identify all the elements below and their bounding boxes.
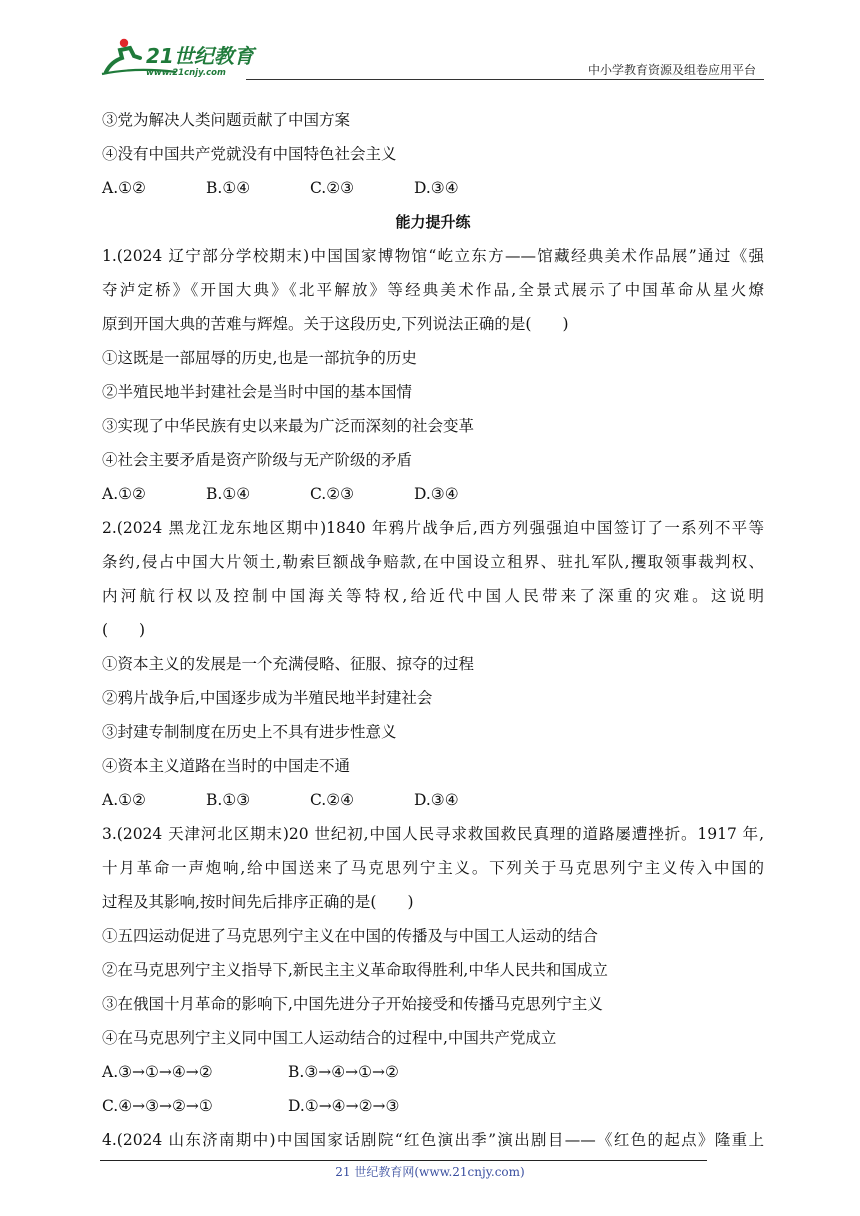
option-a: A.①② <box>102 179 146 197</box>
footer-divider <box>100 1160 707 1161</box>
option-c: C.②④ <box>310 791 355 809</box>
option-c: C.②③ <box>310 179 355 197</box>
option-d: D.③④ <box>414 485 459 503</box>
carry-item: ④没有中国共产党就没有中国特色社会主义 <box>102 145 397 163</box>
logo-url: www.21cnjy.com <box>146 68 226 78</box>
q2-stem-line: ( ) <box>102 621 146 639</box>
q4-stem-line: 4.(2024 山东济南期中)中国国家话剧院“红色演出季”演出剧目——《红色的起点》隆重上 <box>102 1131 764 1149</box>
q3-item: ①五四运动促进了马克思列宁主义在中国的传播及与中国工人运动的结合 <box>102 927 599 945</box>
page-footer: 21 世纪教育网(www.21cnjy.com) <box>335 1165 525 1179</box>
q3-item: ④在马克思列宁主义同中国工人运动结合的过程中,中国共产党成立 <box>102 1029 557 1047</box>
q2-item: ④资本主义道路在当时的中国走不通 <box>102 757 351 775</box>
header-divider <box>246 79 764 80</box>
q3-options-row <box>102 1089 764 1123</box>
option-d: D.③④ <box>414 179 459 197</box>
section-title: 能力提升练 <box>395 213 471 231</box>
q2-stem-line: 内河航行权以及控制中国海关等特权,给近代中国人民带来了深重的灾难。这说明 <box>102 587 764 605</box>
option-a: A.①② <box>102 485 146 503</box>
q3-stem-line: 十月革命一声炮响,给中国送来了马克思列宁主义。下列关于马克思列宁主义传入中国的 <box>102 859 764 877</box>
page-header <box>96 34 764 80</box>
option-a: A.③→①→④→② <box>102 1063 213 1081</box>
q1-item: ①这既是一部屈辱的历史,也是一部抗争的历史 <box>102 349 417 367</box>
q2-item: ③封建专制制度在历史上不具有进步性意义 <box>102 723 397 741</box>
q1-options <box>102 477 764 511</box>
option-c: C.④→③→②→① <box>102 1097 213 1115</box>
q1-item: ④社会主要矛盾是资产阶级与无产阶级的矛盾 <box>102 451 413 469</box>
document-body <box>102 103 764 1157</box>
logo-text: 21世纪教育 <box>146 44 254 68</box>
q3-options-row <box>102 1055 764 1089</box>
q1-item: ③实现了中华民族有史以来最为广泛而深刻的社会变革 <box>102 417 475 435</box>
carry-item: ③党为解决人类问题贡献了中国方案 <box>102 111 351 129</box>
q1-stem-line: 原到开国大典的苦难与辉煌。关于这段历史,下列说法正确的是( ) <box>102 315 569 333</box>
option-b: B.③→④→①→② <box>288 1063 399 1081</box>
option-b: B.①③ <box>206 791 251 809</box>
q3-item: ③在俄国十月革命的影响下,中国先进分子开始接受和传播马克思列宁主义 <box>102 995 603 1013</box>
q2-options <box>102 783 764 817</box>
q2-item: ①资本主义的发展是一个充满侵略、征服、掠夺的过程 <box>102 655 475 673</box>
q2-stem-line: 条约,侵占中国大片领土,勒索巨额战争赔款,在中国设立租界、驻扎军队,攫取领事裁判权、 <box>102 553 764 571</box>
option-d: D.①→④→②→③ <box>288 1097 400 1115</box>
logo-21cnjy <box>96 36 266 78</box>
header-platform-text: 中小学教育资源及组卷应用平台 <box>587 63 756 77</box>
carry-options <box>102 171 764 205</box>
q3-item: ②在马克思列宁主义指导下,新民主主义革命取得胜利,中华人民共和国成立 <box>102 961 608 979</box>
q1-stem-line: 夺泸定桥》《开国大典》《北平解放》等经典美术作品,全景式展示了中国革命从星火燎 <box>102 281 764 299</box>
q1-item: ②半殖民地半封建社会是当时中国的基本国情 <box>102 383 413 401</box>
q3-stem-line: 3.(2024 天津河北区期末)20 世纪初,中国人民寻求救国救民真理的道路屡遭挫折。1917 年, <box>102 825 764 843</box>
option-b: B.①④ <box>206 179 251 197</box>
option-a: A.①② <box>102 791 146 809</box>
option-b: B.①④ <box>206 485 251 503</box>
option-d: D.③④ <box>414 791 459 809</box>
q3-stem-line: 过程及其影响,按时间先后排序正确的是( ) <box>102 893 414 911</box>
q2-item: ②鸦片战争后,中国逐步成为半殖民地半封建社会 <box>102 689 433 707</box>
q1-stem-line: 1.(2024 辽宁部分学校期末)中国国家博物馆“屹立东方——馆藏经典美术作品展”通过《强 <box>102 247 764 265</box>
option-c: C.②③ <box>310 485 355 503</box>
q2-stem-line: 2.(2024 黑龙江龙东地区期中)1840 年鸦片战争后,西方列强强迫中国签订了一系列不平等 <box>102 519 764 537</box>
